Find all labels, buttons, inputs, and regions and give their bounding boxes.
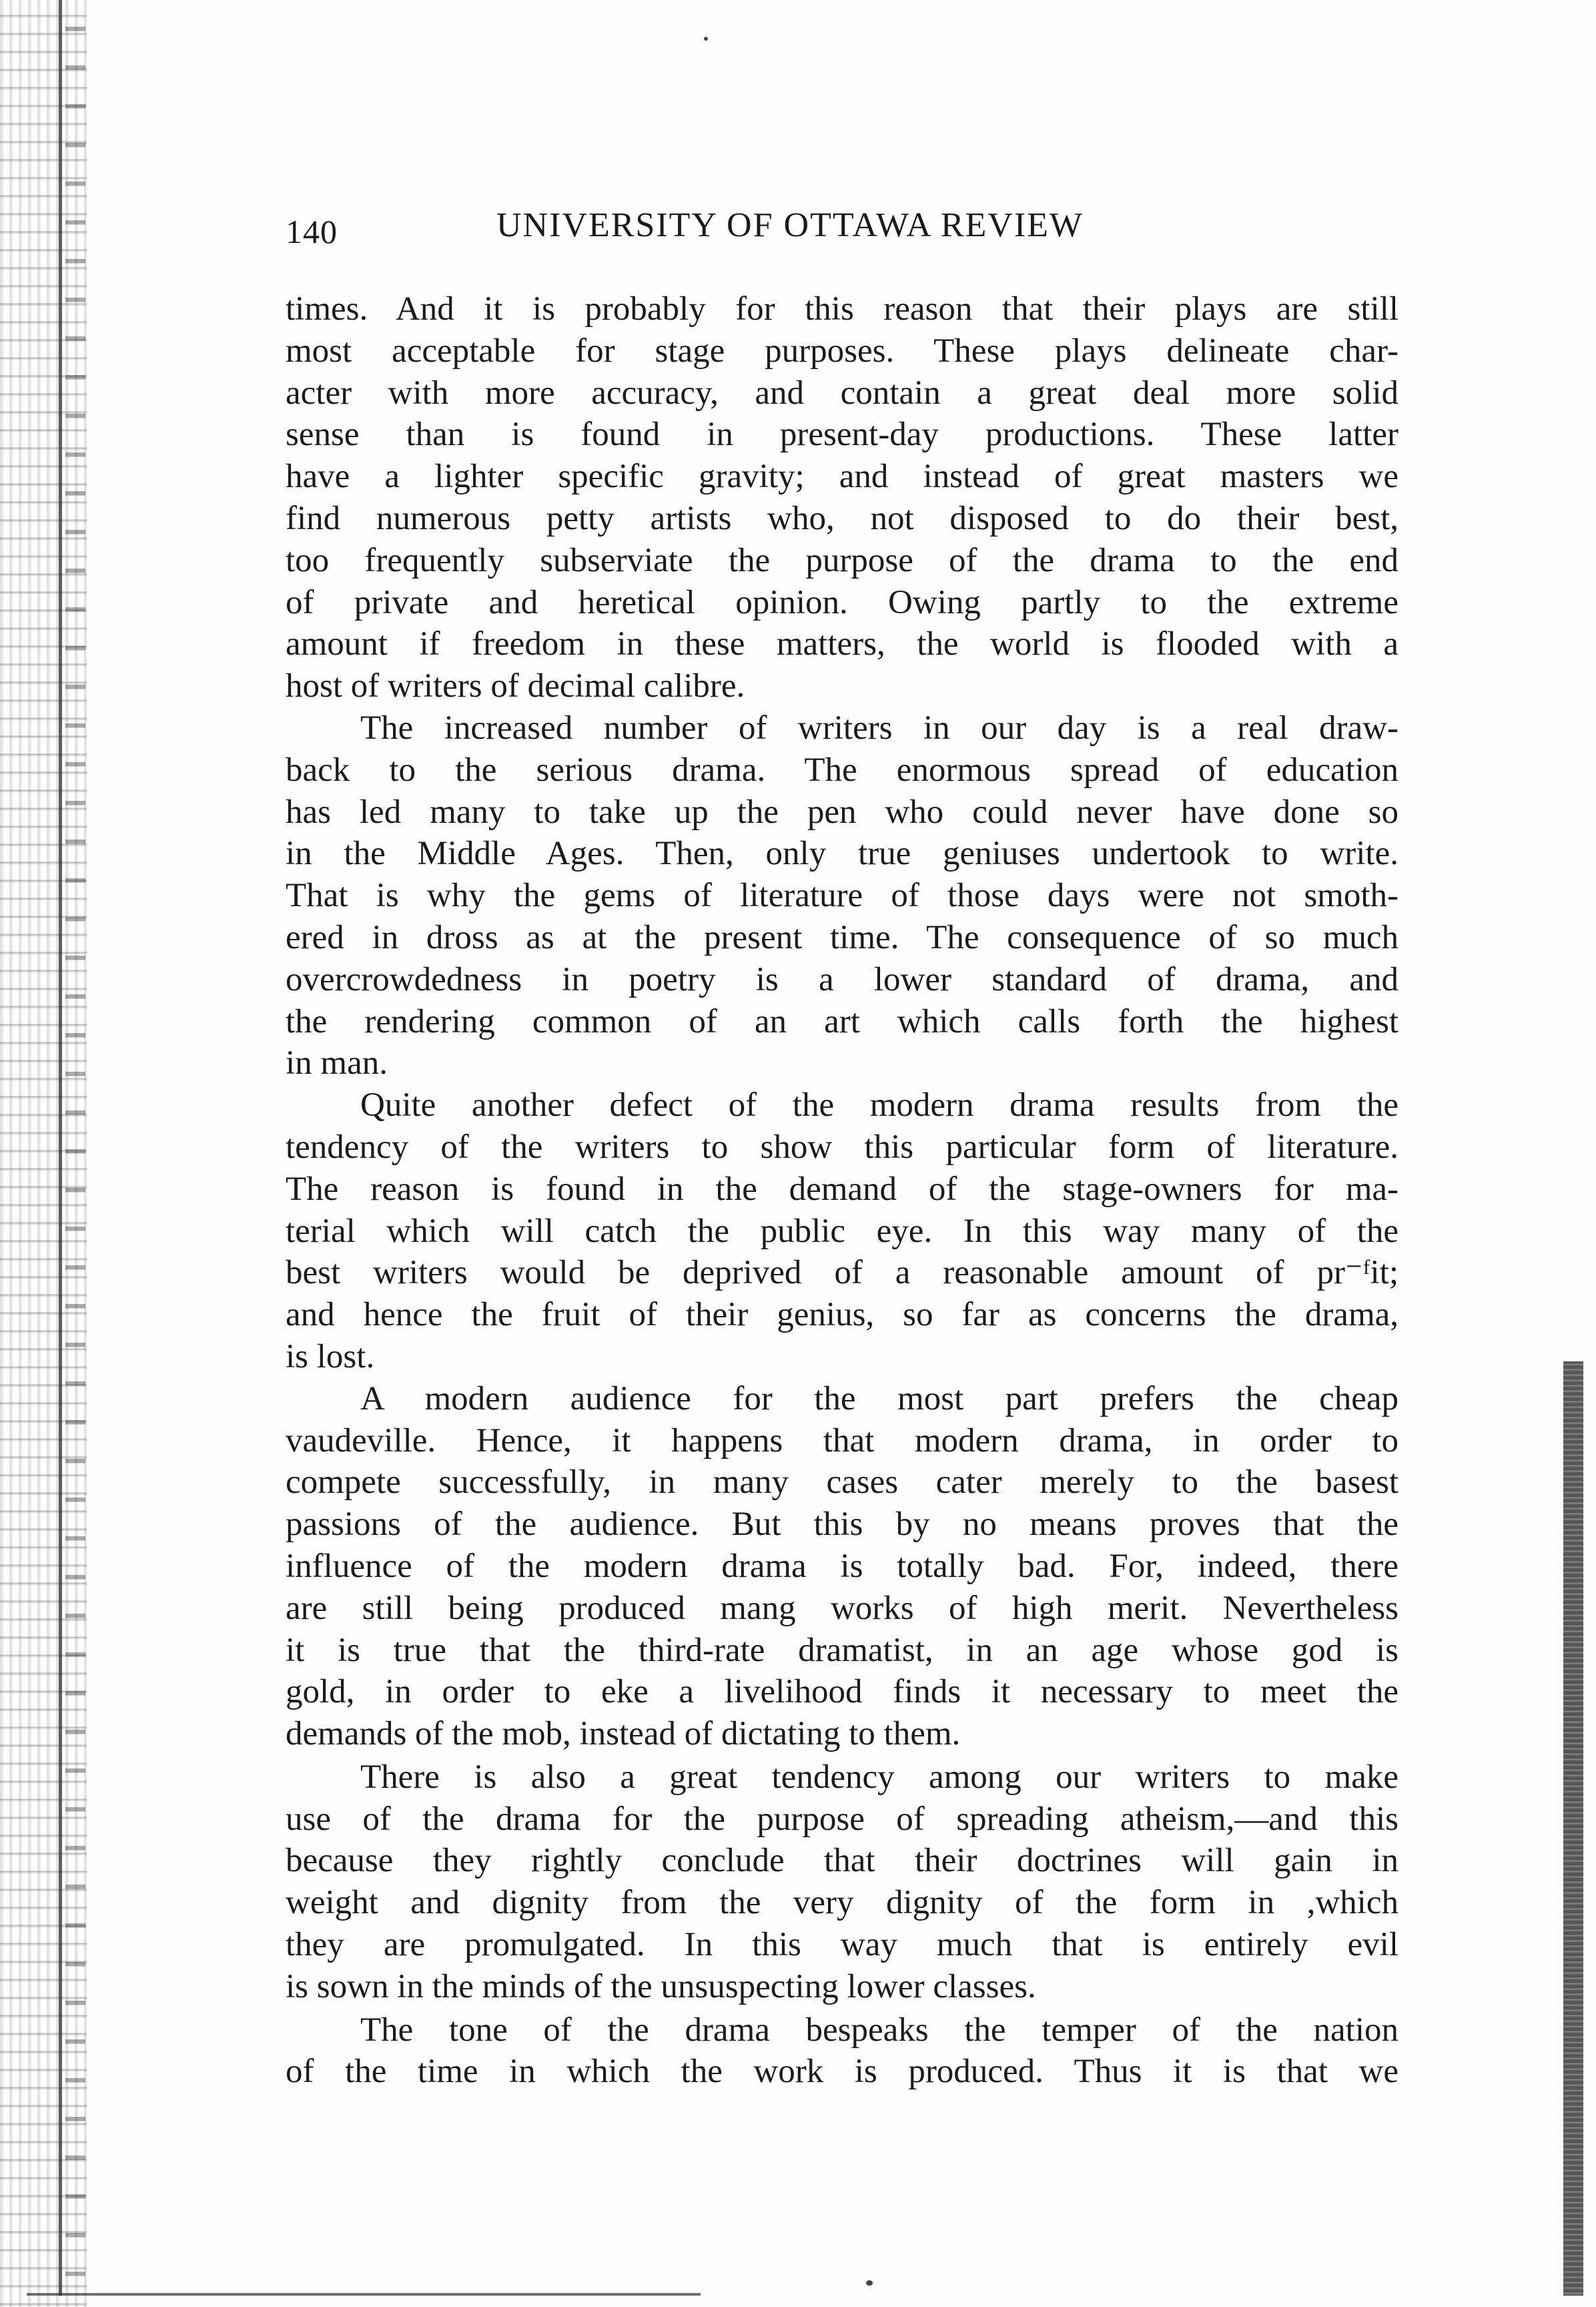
text-line: use of the drama for the purpose of spreading atheism,—and this xyxy=(286,1800,1399,1838)
text-line: The reason is found in the demand of the stage-owners for ma- xyxy=(286,1170,1399,1208)
text-line: most acceptable for stage purposes. These plays delineate char- xyxy=(286,332,1399,370)
text-line: weight and dignity from the very dignity of the form in ,which xyxy=(286,1884,1399,1922)
text-line: of the time in which the work is produced. Thus it is that we xyxy=(286,2053,1399,2091)
text-line: is sown in the minds of the unsuspecting lower classes. xyxy=(286,1967,1036,2005)
text-line: influence of the modern drama is totally bad. For, indeed, there xyxy=(286,1547,1399,1585)
text-line: back to the serious drama. The enormous spread of education xyxy=(286,751,1399,789)
running-head: UNIVERSITY OF OTTAWA REVIEW xyxy=(496,206,1084,244)
text-line: find numerous petty artists who, not disposed to do their best, xyxy=(286,499,1399,537)
text-line: it is true that the third-rate dramatist, in an age whose god is xyxy=(286,1631,1399,1669)
text-line: they are promulgated. In this way much that is entirely evil xyxy=(286,1926,1399,1964)
text-line: The tone of the drama bespeaks the temper of the nation xyxy=(360,2011,1399,2049)
text-line: ered in dross as at the present time. The consequence of so much xyxy=(286,918,1399,956)
text-line: Quite another defect of the modern drama results from the xyxy=(360,1086,1399,1124)
text-line: times. And it is probably for this reason that their plays are still xyxy=(286,290,1399,328)
binding-line xyxy=(59,0,62,2296)
text-line: has led many to take up the pen who could never have done so xyxy=(286,793,1399,831)
text-line: There is also a great tendency among our writers to make xyxy=(360,1758,1399,1796)
text-line: amount if freedom in these matters, the world is flooded with a xyxy=(286,625,1399,663)
text-line: passions of the audience. But this by no means proves that the xyxy=(286,1506,1399,1544)
paragraph xyxy=(286,288,1399,707)
text-line: A modern audience for the most part prefers the cheap xyxy=(360,1379,1399,1417)
text-line: is lost. xyxy=(286,1337,375,1375)
binding-marks xyxy=(65,27,85,2282)
text-line: too frequently subserviate the purpose of the drama to the end xyxy=(286,541,1399,579)
paragraph xyxy=(286,1756,1399,2008)
paragraph xyxy=(286,1084,1399,1378)
text-line: because they rightly conclude that their doctrines will gain in xyxy=(286,1842,1399,1880)
text-line: of private and heretical opinion. Owing partly to the extreme xyxy=(286,583,1399,621)
text-line: sense than is found in present-day productions. These latter xyxy=(286,416,1399,454)
text-line: tendency of the writers to show this particular form of literature. xyxy=(286,1128,1399,1166)
text-line: best writers would be deprived of a reasonable amount of pr⁻ᶠit; xyxy=(286,1254,1399,1292)
text-line: in the Middle Ages. Then, only true geniuses undertook to write. xyxy=(286,835,1399,873)
body-text xyxy=(286,288,1399,2093)
text-line: acter with more accuracy, and contain a great deal more solid xyxy=(286,374,1399,412)
text-line: are still being produced mang works of high merit. Nevertheless xyxy=(286,1589,1399,1627)
text-line: overcrowdedness in poetry is a lower standard of drama, and xyxy=(286,960,1399,998)
text-line: gold, in order to eke a livelihood finds it necessary to meet the xyxy=(286,1673,1399,1711)
text-line: terial which will catch the public eye. In this way many of the xyxy=(286,1212,1399,1250)
page-number: 140 xyxy=(286,213,338,250)
paragraph xyxy=(286,2009,1399,2093)
page-header xyxy=(286,200,1420,260)
text-line: in man. xyxy=(286,1044,388,1082)
paragraph xyxy=(286,1378,1399,1755)
scan-speck xyxy=(704,37,708,41)
text-line: host of writers of decimal calibre. xyxy=(286,667,745,705)
text-line: have a lighter specific gravity; and instead of great masters we xyxy=(286,458,1399,496)
text-line: That is why the gems of literature of those days were not smoth- xyxy=(286,877,1399,915)
scan-speck xyxy=(866,2280,873,2286)
text-line: compete successfully, in many cases cater merely to the basest xyxy=(286,1463,1399,1502)
paragraph xyxy=(286,707,1399,1084)
right-edge-artifact xyxy=(1563,1361,1583,2296)
text-line: vaudeville. Hence, it happens that modern drama, in order to xyxy=(286,1421,1399,1459)
bottom-rule xyxy=(27,2293,701,2296)
text-line: and hence the fruit of their genius, so far as concerns the drama, xyxy=(286,1296,1399,1334)
text-line: the rendering common of an art which calls forth the highest xyxy=(286,1002,1399,1040)
text-line: The increased number of writers in our day is a real draw- xyxy=(360,709,1399,747)
text-line: demands of the mob, instead of dictating to them. xyxy=(286,1715,961,1753)
